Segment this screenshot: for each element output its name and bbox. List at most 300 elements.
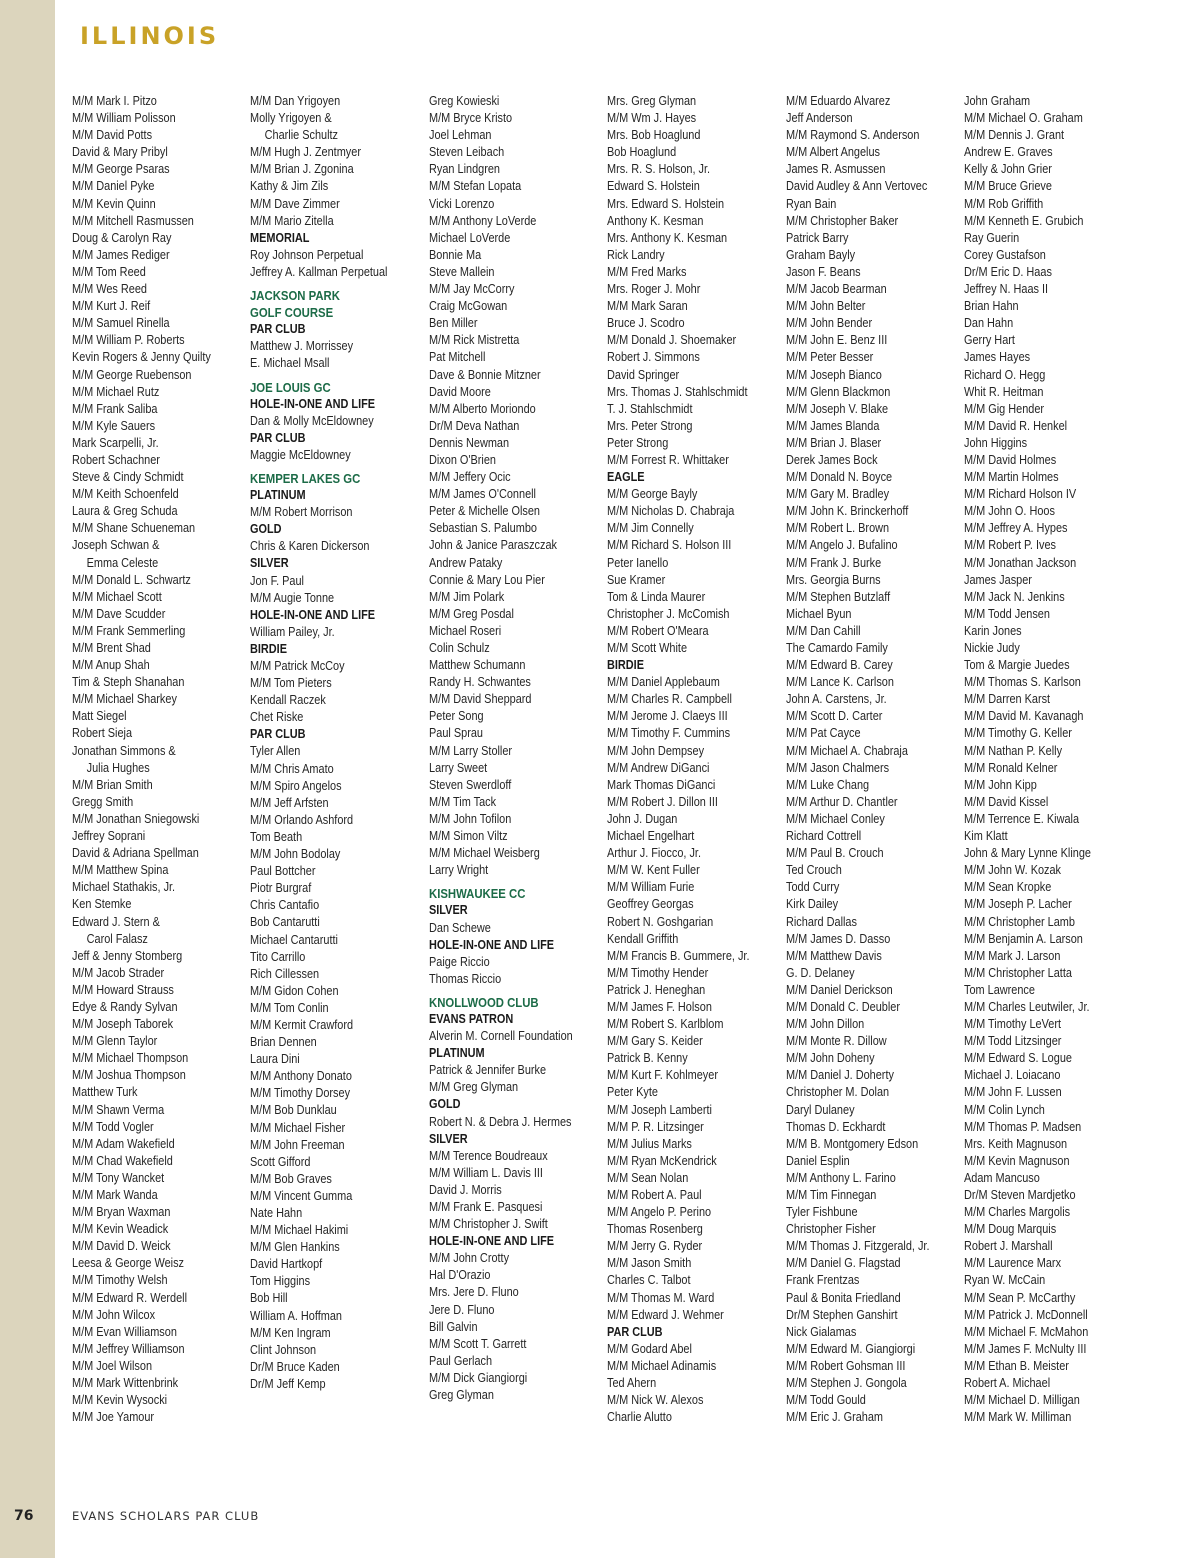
name-entry: M/M John Tofilon	[429, 811, 512, 826]
name-entry: M/M Kermit Crawford	[250, 1017, 354, 1032]
name-entry: M/M Nicholas D. Chabraja	[607, 504, 735, 519]
name-entry: M/M Dick Giangiorgi	[429, 1370, 528, 1385]
level-heading: PLATINUM	[429, 1046, 485, 1061]
name-entry: M/M Daniel Applebaum	[607, 675, 720, 690]
name-entry: M/M Daniel G. Flagstad	[786, 1256, 901, 1271]
name-entry: Jeff & Jenny Stomberg	[72, 948, 183, 963]
level-heading: EVANS PATRON	[429, 1011, 514, 1026]
club-heading: GOLF COURSE	[250, 305, 334, 321]
name-entry: Mark Thomas DiGanci	[607, 777, 716, 792]
name-entry: M/M Daniel Derickson	[786, 982, 893, 997]
name-entry: Matthew Schumann	[429, 658, 526, 673]
name-entry: Todd Curry	[786, 880, 840, 895]
name-entry: Bob Cantarutti	[250, 915, 320, 930]
name-entry: M/M Michael Thompson	[72, 1051, 189, 1066]
name-entry: M/M Gig Hender	[964, 401, 1045, 416]
name-entry: M/M Robert L. Brown	[786, 521, 890, 536]
name-entry: Mrs. Greg Glyman	[607, 94, 697, 108]
name-entry: Bill Galvin	[429, 1319, 478, 1334]
name-entry: M/M James O'Connell	[429, 487, 536, 502]
level-heading: PAR CLUB	[250, 430, 306, 445]
name-entry: Steven Swerdloff	[429, 777, 512, 792]
name-entry: M/M George Psaras	[72, 162, 170, 177]
name-entry: Dr/M Eric D. Haas	[964, 264, 1052, 279]
name-entry: Dennis Newman	[429, 435, 510, 450]
name-entry: M/M Eduardo Alvarez	[786, 94, 891, 108]
name-entry: M/M Bryce Kristo	[429, 111, 513, 126]
level-heading: BIRDIE	[607, 658, 644, 673]
name-entry: Bruce J. Scodro	[607, 316, 685, 331]
name-entry: M/M Jeffery Ocic	[429, 470, 511, 485]
name-entry: M/M Thomas S. Karlson	[964, 675, 1081, 690]
name-entry: David & Mary Pribyl	[72, 145, 168, 160]
name-entry: M/M Gidon Cohen	[250, 983, 339, 998]
name-entry: John Graham	[964, 94, 1031, 108]
name-entry: Paul & Bonita Friedland	[786, 1290, 901, 1305]
name-entry: Paul Bottcher	[250, 864, 316, 879]
name-entry: M/M Robert A. Paul	[607, 1188, 702, 1202]
name-entry: M/M Darren Karst	[964, 692, 1051, 707]
name-entry: M/M Michael O. Graham	[964, 111, 1083, 126]
name-entry: M/M Michael Sharkey	[72, 692, 177, 707]
name-entry: M/M Todd Litzsinger	[964, 1034, 1062, 1049]
name-entry: Bob Hoaglund	[607, 145, 677, 160]
name-entry: M/M Frank Saliba	[72, 401, 158, 416]
name-entry: Tim & Steph Shanahan	[72, 675, 185, 690]
name-entry: M/M Joseph V. Blake	[786, 401, 889, 416]
name-entry: Mrs. Georgia Burns	[786, 572, 881, 587]
name-entry: M/M Anthony Donato	[250, 1069, 352, 1084]
name-entry: Julia Hughes	[86, 760, 150, 775]
name-entry: Emma Celeste	[86, 555, 159, 570]
name-column-3	[429, 93, 577, 1404]
footer-label: EVANS SCHOLARS PAR CLUB	[72, 1509, 260, 1523]
name-entry: M/M Todd Vogler	[72, 1119, 154, 1134]
name-entry: M/M Jason Smith	[607, 1256, 692, 1271]
name-entry: Randy H. Schwantes	[429, 675, 531, 690]
name-entry: Leesa & George Weisz	[72, 1256, 185, 1271]
name-entry: M/M Michael Weisberg	[429, 846, 540, 861]
name-entry: Robert Sieja	[72, 726, 133, 741]
name-entry: M/M David D. Weick	[72, 1239, 171, 1254]
name-entry: Robert A. Michael	[964, 1376, 1051, 1391]
name-entry: M/M John Dillon	[786, 1017, 865, 1032]
name-entry: M/M Frank E. Pasquesi	[429, 1200, 543, 1214]
name-entry: Colin Schulz	[429, 641, 490, 655]
name-entry: David J. Morris	[429, 1182, 502, 1197]
name-entry: M/M Angelo P. Perino	[607, 1205, 712, 1220]
name-entry: M/M Howard Strauss	[72, 982, 174, 997]
name-entry: Thomas Riccio	[429, 971, 502, 986]
name-entry: M/M Peter Besser	[786, 350, 874, 365]
name-entry: M/M Forrest R. Whittaker	[607, 452, 729, 467]
side-band	[0, 0, 55, 1558]
name-entry: John A. Carstens, Jr.	[786, 692, 887, 707]
name-entry: William Pailey, Jr.	[250, 624, 335, 639]
name-entry: Charles C. Talbot	[607, 1273, 691, 1288]
name-entry: John & Mary Lynne Klinge	[964, 846, 1091, 861]
name-entry: Tom & Linda Maurer	[607, 589, 706, 604]
name-entry: Thomas D. Eckhardt	[786, 1119, 886, 1134]
name-entry: M/M Jerry G. Ryder	[607, 1239, 703, 1254]
name-entry: M/M John Belter	[786, 299, 866, 314]
name-column-5	[786, 93, 934, 1426]
name-entry: M/M Anup Shah	[72, 658, 150, 673]
name-entry: Steve Mallein	[429, 264, 495, 279]
name-entry: M/M Simon Viltz	[429, 829, 508, 844]
name-entry: M/M Michael Rutz	[72, 384, 160, 399]
name-entry: M/M Joshua Thompson	[72, 1068, 186, 1083]
name-entry: M/M Jerome J. Claeys III	[607, 709, 728, 724]
name-entry: M/M Ethan B. Meister	[964, 1358, 1069, 1373]
name-entry: John & Janice Paraszczak	[429, 538, 557, 553]
name-entry: Charlie Schultz	[264, 128, 339, 143]
name-entry: M/M James Blanda	[786, 418, 880, 433]
name-entry: M/M Christopher J. Swift	[429, 1217, 548, 1232]
name-entry: M/M Shane Schueneman	[72, 521, 196, 536]
name-entry: M/M Patrick J. McDonnell	[964, 1307, 1088, 1322]
name-entry: M/M Edward R. Werdell	[72, 1290, 188, 1305]
name-entry: Peter & Michelle Olsen	[429, 504, 540, 519]
level-heading: PAR CLUB	[250, 727, 306, 742]
name-entry: Patrick J. Heneghan	[607, 982, 706, 997]
name-entry: M/M Glen Hankins	[250, 1240, 340, 1255]
name-entry: M/M Greg Posdal	[429, 606, 514, 621]
name-entry: M/M Richard S. Holson III	[607, 538, 732, 553]
name-entry: Edward S. Holstein	[607, 179, 700, 194]
name-entry: M/M Christopher Lamb	[964, 914, 1075, 929]
level-heading: HOLE-IN-ONE AND LIFE	[429, 937, 555, 952]
name-column-4	[607, 93, 755, 1426]
name-entry: M/M John Doheny	[786, 1051, 875, 1066]
name-entry: John J. Dugan	[607, 811, 678, 826]
name-entry: Pat Mitchell	[429, 350, 486, 365]
name-entry: M/M Kevin Weadick	[72, 1222, 169, 1237]
name-entry: Andrew E. Graves	[964, 145, 1053, 160]
name-entry: M/M John Bodolay	[250, 847, 341, 862]
level-heading: HOLE-IN-ONE AND LIFE	[429, 1234, 555, 1249]
name-entry: Gregg Smith	[72, 794, 134, 809]
name-entry: M/M David R. Henkel	[964, 418, 1068, 433]
name-entry: Bob Hill	[250, 1291, 288, 1306]
name-entry: M/M Kevin Magnuson	[964, 1153, 1070, 1168]
name-entry: M/M Monte R. Dillow	[786, 1034, 887, 1049]
name-entry: Peter Kyte	[607, 1085, 658, 1100]
name-entry: M/M Adam Wakefield	[72, 1136, 175, 1151]
name-entry: M/M Tom Conlin	[250, 1000, 329, 1015]
name-entry: M/M George Bayly	[607, 487, 698, 502]
name-entry: Sue Kramer	[607, 572, 666, 587]
name-entry: Hal D'Orazio	[429, 1268, 491, 1283]
name-entry: M/M Jim Connelly	[607, 521, 694, 536]
name-entry: M/M Greg Glyman	[429, 1080, 519, 1095]
name-entry: M/M Jacob Strader	[72, 965, 165, 980]
name-entry: Daniel Esplin	[786, 1153, 850, 1168]
name-entry: Piotr Burgraf	[250, 881, 312, 896]
name-entry: M/M Anthony LoVerde	[429, 213, 537, 228]
name-entry: M/M Kenneth E. Grubich	[964, 213, 1084, 228]
name-entry: Mrs. Edward S. Holstein	[607, 196, 725, 211]
page-number: 76	[14, 1508, 34, 1524]
name-entry: Mrs. Thomas J. Stahlschmidt	[607, 384, 748, 399]
name-entry: Brian Dennen	[250, 1035, 317, 1050]
name-entry: M/M Edward M. Giangiorgi	[786, 1341, 916, 1356]
name-entry: M/M David Potts	[72, 128, 153, 143]
name-entry: Ted Ahern	[607, 1376, 657, 1391]
name-entry: Scott Gifford	[250, 1154, 311, 1169]
name-entry: M/M Robert O'Meara	[607, 623, 709, 638]
name-entry: M/M Edward S. Logue	[964, 1051, 1072, 1066]
name-entry: Robert Schachner	[72, 452, 160, 467]
name-entry: M/M Robert S. Karlblom	[607, 1017, 724, 1032]
name-entry: Adam Mancuso	[964, 1170, 1040, 1185]
name-entry: M/M James D. Dasso	[786, 931, 891, 946]
name-entry: M/M John Kipp	[964, 777, 1037, 792]
name-entry: M/M Terence Boudreaux	[429, 1148, 548, 1163]
name-entry: M/M Gary M. Bradley	[786, 487, 890, 502]
name-entry: Geoffrey Georgas	[607, 897, 694, 912]
name-entry: M/M Kevin Quinn	[72, 196, 156, 211]
name-entry: Greg Kowieski	[429, 94, 500, 108]
name-entry: Ted Crouch	[786, 863, 842, 878]
name-entry: Chet Riske	[250, 710, 304, 725]
name-entry: M/M Kyle Sauers	[72, 418, 156, 433]
name-entry: M/M Nick W. Alexos	[607, 1393, 704, 1408]
name-entry: M/M Nathan P. Kelly	[964, 743, 1063, 758]
club-heading: KISHWAUKEE CC	[429, 886, 526, 902]
name-entry: Gerry Hart	[964, 333, 1015, 348]
name-entry: M/M Joseph Taborek	[72, 1017, 174, 1032]
name-entry: Greg Glyman	[429, 1388, 494, 1403]
name-entry: Tom Lawrence	[964, 982, 1035, 997]
name-entry: Ryan Bain	[786, 196, 837, 211]
name-entry: M/M Jacob Bearman	[786, 282, 887, 297]
level-heading: GOLD	[250, 522, 282, 537]
name-entry: William A. Hoffman	[250, 1308, 342, 1323]
name-entry: M/M Charles R. Campbell	[607, 692, 732, 707]
name-entry: Nate Hahn	[250, 1206, 303, 1220]
name-entry: M/M Patrick McCoy	[250, 659, 345, 673]
name-entry: M/M John F. Lussen	[964, 1085, 1062, 1100]
name-entry: M/M Mark W. Milliman	[964, 1410, 1072, 1425]
name-entry: Doug & Carolyn Ray	[72, 230, 172, 245]
name-entry: M/M Laurence Marx	[964, 1256, 1062, 1271]
club-heading: KEMPER LAKES GC	[250, 470, 361, 486]
name-entry: M/M Michael D. Milligan	[964, 1393, 1080, 1408]
name-entry: Michael LoVerde	[429, 230, 511, 245]
name-entry: Peter Song	[429, 709, 484, 724]
name-entry: Charlie Alutto	[607, 1410, 672, 1425]
name-entry: M/M Ronald Kelner	[964, 760, 1058, 775]
name-entry: Ben Miller	[429, 316, 478, 331]
name-entry: David Hartkopf	[250, 1257, 323, 1272]
name-entry: M/M Brent Shad	[72, 641, 151, 655]
level-heading: MEMORIAL	[250, 230, 310, 245]
name-entry: M/M Mark J. Larson	[964, 948, 1061, 963]
name-entry: Andrew Pataky	[429, 555, 503, 570]
name-entry: E. Michael Msall	[250, 356, 330, 371]
name-entry: Dr/M Bruce Kaden	[250, 1359, 340, 1374]
name-entry: M/M Edward B. Carey	[786, 658, 893, 673]
name-entry: M/M George Ruebenson	[72, 367, 192, 382]
name-entry: Joseph Schwan &	[72, 538, 160, 553]
name-entry: M/M Bob Dunklau	[250, 1103, 337, 1118]
name-entry: Tom & Margie Juedes	[964, 658, 1070, 673]
name-entry: Tom Beath	[250, 829, 303, 844]
name-entry: Michael J. Loiacano	[964, 1068, 1061, 1083]
name-entry: M/M William Furie	[607, 880, 695, 895]
name-entry: Larry Wright	[429, 863, 489, 878]
name-entry: Dan Hahn	[964, 316, 1014, 331]
name-entry: M/M Paul B. Crouch	[786, 846, 884, 861]
name-entry: M/M Robert P. Ives	[964, 538, 1056, 553]
name-entry: M/M Eric J. Graham	[786, 1410, 884, 1425]
name-entry: Nickie Judy	[964, 641, 1020, 655]
name-entry: M/M Scott T. Garrett	[429, 1336, 527, 1351]
name-entry: M/M Augie Tonne	[250, 590, 335, 605]
name-entry: Vicki Lorenzo	[429, 196, 495, 211]
name-entry: Dan Schewe	[429, 920, 491, 935]
level-heading: SILVER	[429, 1131, 468, 1146]
name-entry: Steve & Cindy Schmidt	[72, 470, 184, 485]
name-entry: M/M Michael Fisher	[250, 1120, 346, 1135]
name-entry: Maggie McEldowney	[250, 447, 351, 462]
name-entry: M/M John Wilcox	[72, 1307, 156, 1322]
name-entry: M/M Thomas P. Madsen	[964, 1119, 1082, 1134]
name-entry: M/M Robert J. Dillon III	[607, 794, 718, 809]
name-entry: Dr/M Steven Mardjetko	[964, 1188, 1076, 1202]
name-entry: Mrs. R. S. Holson, Jr.	[607, 162, 711, 177]
name-entry: M/M Gary S. Keider	[607, 1034, 703, 1049]
name-entry: M/M Tony Wancket	[72, 1170, 165, 1185]
name-entry: M/M Mitchell Rasmussen	[72, 213, 194, 228]
name-entry: M/M Benjamin A. Larson	[964, 931, 1083, 946]
name-entry: M/M James F. McNulty III	[964, 1341, 1087, 1356]
name-entry: Derek James Bock	[786, 452, 878, 467]
name-entry: M/M Mark Wittenbrink	[72, 1376, 179, 1391]
name-entry: Corey Gustafson	[964, 247, 1046, 262]
name-column-1	[72, 93, 220, 1426]
name-entry: M/M William P. Roberts	[72, 333, 185, 348]
name-entry: M/M David Kissel	[964, 794, 1049, 809]
name-entry: M/M Jay McCorry	[429, 282, 515, 297]
name-entry: Ryan Lindgren	[429, 162, 500, 177]
name-entry: Connie & Mary Lou Pier	[429, 572, 545, 587]
name-entry: M/M David M. Kavanagh	[964, 709, 1084, 724]
name-entry: Rich Cillessen	[250, 966, 320, 981]
name-entry: M/M William L. Davis III	[429, 1165, 543, 1180]
name-entry: M/M Stefan Lopata	[429, 179, 522, 194]
name-entry: M/M Tim Finnegan	[786, 1188, 877, 1202]
name-entry: M/M Andrew DiGanci	[607, 760, 710, 775]
name-entry: Michael Byun	[786, 606, 852, 621]
name-entry: Christopher J. McComish	[607, 606, 730, 621]
name-entry: M/M Bruce Grieve	[964, 179, 1052, 194]
name-entry: Frank Frentzas	[786, 1273, 860, 1288]
name-entry: M/M Julius Marks	[607, 1136, 692, 1151]
name-entry: M/M John Dempsey	[607, 743, 705, 758]
name-entry: Kevin Rogers & Jenny Quilty	[72, 350, 211, 365]
name-entry: M/M Godard Abel	[607, 1341, 692, 1356]
name-entry: Tom Higgins	[250, 1274, 311, 1289]
name-entry: M/M Brian Smith	[72, 777, 153, 792]
name-entry: M/M Michael A. Chabraja	[786, 743, 908, 758]
name-entry: Kirk Dailey	[786, 897, 839, 912]
name-entry: M/M Jeffrey Williamson	[72, 1341, 185, 1356]
name-entry: Mrs. Jere D. Fluno	[429, 1285, 519, 1300]
name-entry: Richard O. Hegg	[964, 367, 1046, 382]
name-entry: Christopher Fisher	[786, 1222, 876, 1237]
name-entry: M/M Richard Holson IV	[964, 487, 1077, 502]
name-entry: M/M Sean Kropke	[964, 880, 1052, 895]
name-entry: David & Adriana Spellman	[72, 846, 199, 861]
name-entry: Patrick B. Kenny	[607, 1051, 688, 1066]
name-entry: M/M Charles Leutwiler, Jr.	[964, 999, 1090, 1014]
name-entry: M/M Brian J. Zgonina	[250, 162, 354, 177]
name-entry: Dave & Bonnie Mitzner	[429, 367, 541, 382]
club-heading: JOE LOUIS GC	[250, 379, 331, 395]
name-entry: Richard Cottrell	[786, 829, 862, 844]
name-entry: M/M Tim Tack	[429, 794, 497, 809]
name-entry: M/M Wes Reed	[72, 282, 147, 297]
name-entry: Ken Stemke	[72, 897, 132, 912]
name-entry: M/M Joel Wilson	[72, 1358, 153, 1373]
name-entry: Mrs. Peter Strong	[607, 418, 693, 433]
name-entry: M/M Daniel Pyke	[72, 179, 155, 194]
name-entry: M/M Bryan Waxman	[72, 1205, 171, 1220]
name-entry: M/M Kurt J. Reif	[72, 299, 151, 314]
name-entry: M/M Timothy Hender	[607, 965, 709, 980]
name-entry: Michael Cantarutti	[250, 932, 338, 947]
name-entry: Mrs. Roger J. Mohr	[607, 282, 701, 297]
name-entry: M/M Joseph Bianco	[786, 367, 882, 382]
name-entry: M/M Ken Ingram	[250, 1325, 331, 1340]
name-entry: M/M Dan Cahill	[786, 623, 861, 638]
name-entry: Peter Ianello	[607, 555, 669, 570]
name-entry: James Hayes	[964, 350, 1031, 365]
name-entry: M/M Donald N. Boyce	[786, 470, 893, 485]
name-entry: Tito Carrillo	[250, 949, 306, 964]
name-entry: M/M Edward J. Wehmer	[607, 1307, 724, 1322]
name-entry: M/M Hugh J. Zentmyer	[250, 145, 361, 160]
name-entry: M/M Sean P. McCarthy	[964, 1290, 1076, 1305]
name-entry: David Moore	[429, 384, 491, 399]
name-entry: M/M Michael F. McMahon	[964, 1324, 1089, 1339]
name-entry: Jason F. Beans	[786, 264, 861, 279]
name-entry: M/M Pat Cayce	[786, 726, 861, 741]
name-entry: M/M John Bender	[786, 316, 873, 331]
name-entry: M/M Michael Scott	[72, 589, 162, 604]
name-entry: M/M Rick Mistretta	[429, 333, 520, 348]
name-entry: M/M James F. Holson	[607, 999, 712, 1014]
name-entry: M/M W. Kent Fuller	[607, 863, 700, 878]
name-entry: Whit R. Heitman	[964, 384, 1044, 399]
name-entry: Alverin M. Cornell Foundation	[429, 1029, 573, 1044]
level-heading: EAGLE	[607, 470, 645, 485]
name-entry: Patrick Barry	[786, 230, 849, 245]
name-entry: Rick Landry	[607, 247, 665, 262]
name-entry: M/M Donald J. Shoemaker	[607, 333, 737, 348]
name-entry: T. J. Stahlschmidt	[607, 401, 693, 416]
name-entry: M/M Samuel Rinella	[72, 316, 170, 331]
name-entry: M/M Tom Pieters	[250, 676, 332, 691]
name-entry: M/M David Holmes	[964, 452, 1057, 467]
name-entry: Patrick & Jennifer Burke	[429, 1063, 547, 1078]
name-entry: The Camardo Family	[786, 641, 888, 655]
name-entry: Mrs. Keith Magnuson	[964, 1136, 1068, 1151]
name-entry: Kim Klatt	[964, 829, 1008, 844]
name-entry: M/M Martin Holmes	[964, 470, 1059, 485]
